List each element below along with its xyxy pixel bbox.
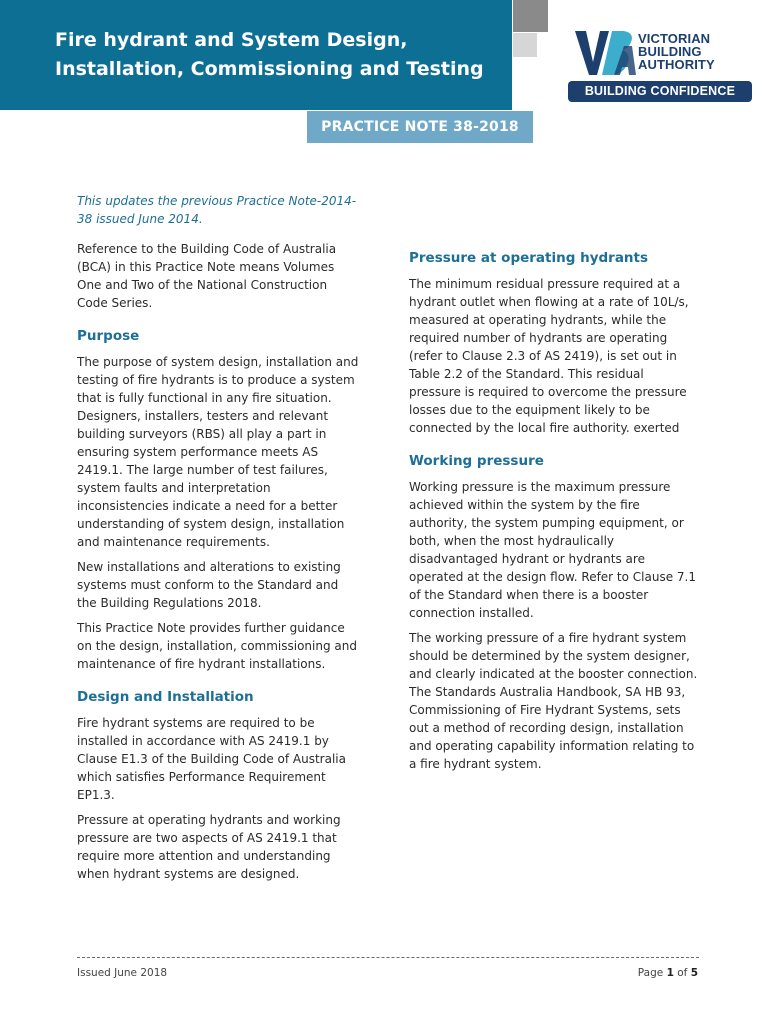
intro-note: This updates the previous Practice Note-2014-38 issued June 2014. [77, 194, 357, 226]
design-paragraph-1: Fire hydrant systems are required to be installed in accordance with AS 2419.1 by Clause E1.3 of the Building Code of Australia which satisfies Performance Requirement EP1.3. [77, 716, 346, 802]
page-of: of [677, 967, 688, 979]
vba-logo-mark-icon [574, 28, 636, 78]
pressure-paragraph-1: The minimum residual pressure required at a hydrant outlet when flowing at a rate of 10L/s, measured at operating hydrants, while the required number of hydrants are operating (refer to Clause 2.3 of AS 2419), is set out in Table 2.2 of the Standard. This residual pressure is required to overcome the pressure losses due to the equipment likely to be connected by the local fire authority. exerted [409, 277, 689, 435]
purpose-paragraph-2: New installations and alterations to existing systems must conform to the Standard and the Building Regulations 2018. [77, 560, 341, 610]
practice-note-label: PRACTICE NOTE 38-2018 [307, 111, 533, 143]
footer-divider [77, 957, 699, 958]
design-paragraph-2: Pressure at operating hydrants and working pressure are two aspects of AS 2419.1 that require more attention and understanding when hydrant systems are designed. [77, 813, 341, 881]
pressure-operating-hydrants-heading: Pressure at operating hydrants [409, 250, 649, 266]
working-pressure-heading: Working pressure [409, 453, 544, 469]
purpose-heading: Purpose [77, 328, 140, 344]
vba-logo [568, 28, 753, 104]
left-column [77, 192, 359, 890]
footer-issued-date: Issued June 2018 [77, 967, 168, 979]
purpose-paragraph-1: The purpose of system design, installation and testing of fire hydrants is to produce a system that is fully functional in any fire situation. Designers, installers, testers and relevant building surveyors (RBS) all play a part in ensuring system performance meets AS 2419.1. The large number of test failures, system faults and interpretation inconsistencies indicate a need for a better understanding of system design, installation and maintenance requirements. [77, 355, 359, 549]
reference-paragraph: Reference to the Building Code of Australia (BCA) in this Practice Note means Volumes One and Two of the National Construction Code Series. [77, 242, 337, 310]
working-pressure-paragraph-1: Working pressure is the maximum pressure achieved within the system by the fire authority, the system pumping equipment, or both, when the most hydraulically disadvantaged hydrant or hydrants are operated at the design flow. Refer to Clause 7.1 of the Standard when there is a booster connection installed. [409, 480, 696, 620]
purpose-paragraph-3: This Practice Note provides further guidance on the design, installation, commissioning and maintenance of fire hydrant installations. [77, 621, 357, 671]
page-total: 5 [690, 967, 698, 979]
right-column [409, 248, 699, 780]
page-label: Page [637, 967, 664, 979]
document-title: Fire hydrant and System Design, Installation, Commissioning and Testing [55, 29, 484, 80]
design-installation-heading: Design and Installation [77, 689, 254, 705]
vba-logo-words: VICTORIAN BUILDING AUTHORITY [638, 31, 715, 72]
header-banner [0, 0, 512, 110]
footer-page-number [638, 967, 698, 979]
decorative-square-light [513, 33, 537, 57]
building-confidence-badge: BUILDING CONFIDENCE [568, 81, 752, 102]
page-current: 1 [666, 967, 674, 979]
decorative-square-dark [513, 0, 548, 32]
working-pressure-paragraph-2: The working pressure of a fire hydrant system should be determined by the system designer, and clearly indicated at the booster connection. The Standards Australia Handbook, SA HB 93, Commissioning of Fire Hydrant Systems, sets out a method of recording design, installation and operating capability information relating to a fire hydrant system. [409, 631, 698, 771]
